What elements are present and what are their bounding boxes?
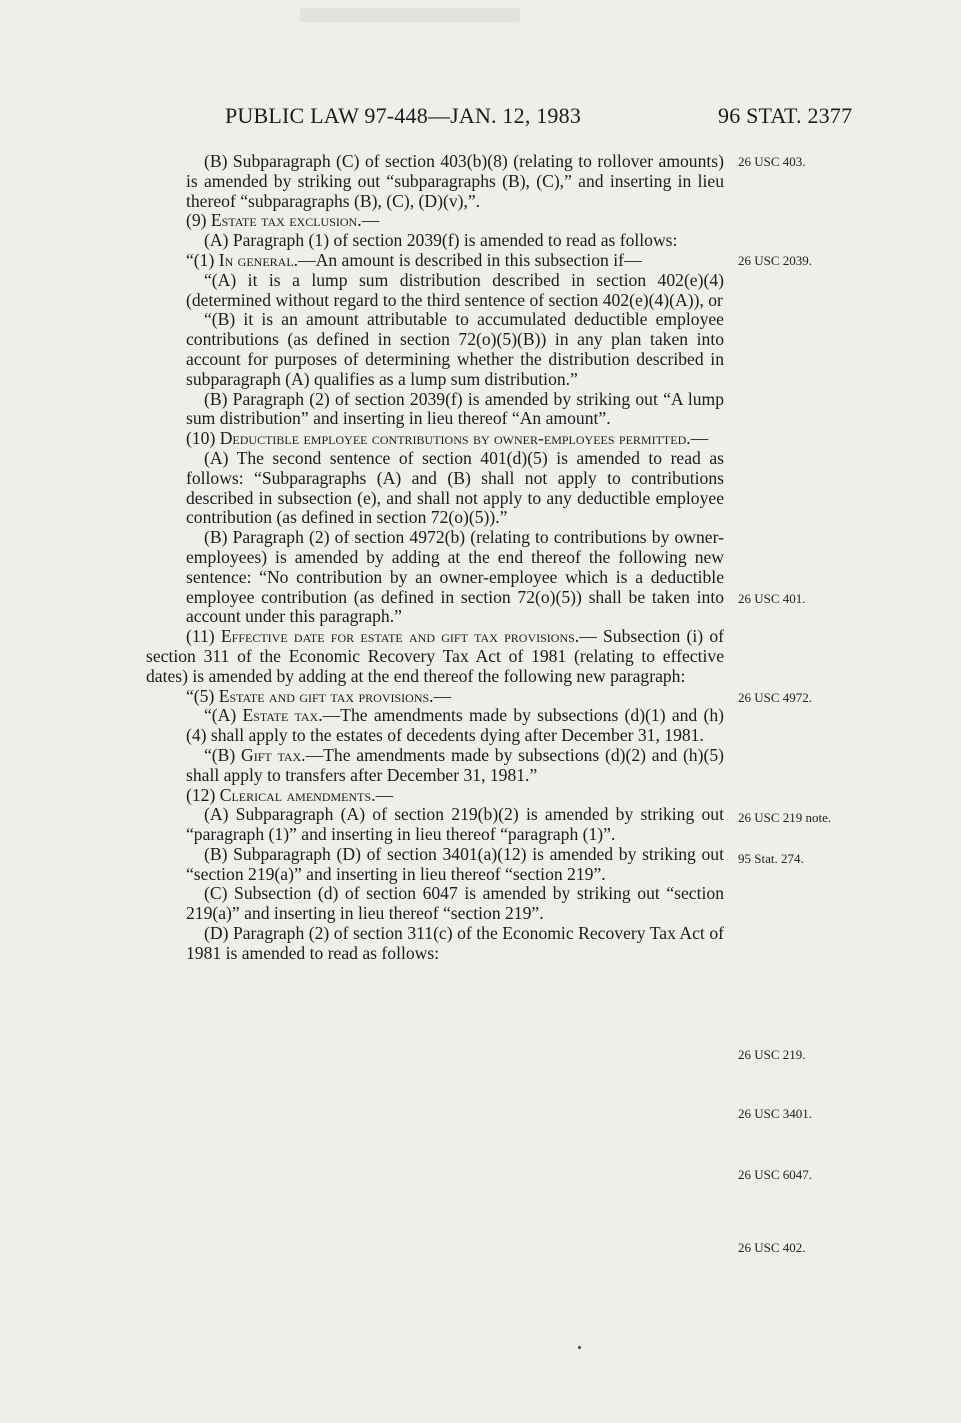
paragraph-10a: (A) The second sentence of section 401(d)(5) is amended to read as follows: “Subparagraphs (A) and (B) shall not apply to contributions described in subsection (e), and shall not apply to any deductible employee contribution (as defined in section 72(o)(5)).”: [186, 447, 724, 528]
heading-deductible-contributions: Deductible employee contributions by owner-employees permitted.—: [219, 428, 709, 449]
heading-estate-tax-exclusion: Estate tax exclusion.—: [210, 210, 380, 231]
bleed-through-mark: [300, 8, 520, 22]
paragraph-11-5-heading: “(5) Estate and gift tax provisions.—: [186, 685, 452, 706]
paragraph-11: (11) Effective date for estate and gift tax provisions.— Subsection (i) of section 311 of the Economic Recovery Tax Act of 1981 (relating to effective dates) is amended by adding at the end thereof the following new paragraph:: [146, 626, 724, 686]
paragraph-9a-1-a: “(A) it is a lump sum distribution described in section 402(e)(4) (determined without regard to the third sentence of section 402(e)(4)(A)), or: [186, 269, 724, 310]
paragraph-12-heading: (12) Clerical amendments.—: [186, 784, 394, 805]
paragraph-11-5-b: “(B) Gift tax.—The amendments made by subsections (d)(2) and (h)(5) shall apply to transfers after December 31, 1981.”: [186, 744, 724, 785]
margin-note: 26 USC 219 note.: [738, 810, 832, 825]
body-text: [146, 152, 724, 964]
page-header: [0, 103, 961, 135]
speck-mark: [578, 1346, 581, 1349]
heading-clerical-amendments: Clerical amendments.—: [219, 784, 394, 805]
heading-estate-gift-provisions: Estate and gift tax provisions.—: [218, 685, 452, 706]
margin-note: 95 Stat. 274.: [738, 851, 804, 866]
paragraph-8b: (B) Subparagraph (C) of section 403(b)(8) (relating to rollover amounts) is amended by striking out “subparagraphs (B), (C),” and inserting in lieu thereof “subparagraphs (B), (C), (D)(v),”.: [186, 151, 724, 211]
paragraph-10-heading: (10) Deductible employee contributions by owner-employees permitted.—: [186, 428, 709, 449]
margin-note: 26 USC 219.: [738, 1047, 806, 1062]
margin-note: 26 USC 401.: [738, 591, 806, 606]
paragraph-11-5-a: “(A) Estate tax.—The amendments made by subsections (d)(1) and (h)(4) shall apply to the estates of decedents dying after December 31, 1981.: [186, 705, 724, 746]
margin-note: 26 USC 4972.: [738, 690, 813, 705]
law-title: PUBLIC LAW 97-448—JAN. 12, 1983: [225, 103, 582, 128]
margin-note: 26 USC 2039.: [738, 253, 813, 268]
heading-effective-date: Effective date for estate and gift tax provisions.: [220, 626, 580, 647]
heading-gift-tax: Gift tax.: [241, 744, 306, 765]
heading-estate-tax: Estate tax.: [242, 705, 323, 726]
paragraph-9b: (B) Paragraph (2) of section 2039(f) is amended by striking out “A lump sum distribution” and inserting in lieu thereof “An amount”.: [186, 388, 724, 429]
paragraph-10b: (B) Paragraph (2) of section 4972(b) (relating to contributions by owner-employees) is amended by adding at the end thereof the following new sentence: “No contribution by an owner-employee which is a deductible employee contribution (as defined in section 72(o)(5)) shall be taken into account under this paragraph.”: [186, 527, 724, 627]
paragraph-12b: (B) Subparagraph (D) of section 3401(a)(12) is amended by striking out “section 219(a)” and inserting in lieu thereof “section 219”.: [186, 843, 724, 884]
heading-in-general: In general.: [218, 249, 299, 270]
paragraph-9a-1-b: “(B) it is an amount attributable to accumulated deductible employee contributions (as defined in section 72(o)(5)(B)) in any plan taken into account for purposes of determining whether the distribution described in subparagraph (A) qualifies as a lump sum distribution.”: [186, 309, 724, 389]
margin-note: 26 USC 3401.: [738, 1106, 813, 1121]
paragraph-9a-1: “(1) In general.—An amount is described in this subsection if—: [186, 249, 642, 270]
paragraph-12a: (A) Subparagraph (A) of section 219(b)(2) is amended by striking out “paragraph (1)” and inserting in lieu thereof “paragraph (1)”.: [186, 804, 724, 845]
margin-note: 26 USC 402.: [738, 1240, 806, 1255]
margin-note: 26 USC 6047.: [738, 1167, 813, 1182]
paragraph-9a: (A) Paragraph (1) of section 2039(f) is amended to read as follows:: [204, 230, 678, 251]
paragraph-12c: (C) Subsection (d) of section 6047 is amended by striking out “section 219(a)” and inserting in lieu thereof “section 219”.: [186, 883, 724, 924]
margin-note: 26 USC 403.: [738, 154, 806, 169]
paragraph-12d: (D) Paragraph (2) of section 311(c) of the Economic Recovery Tax Act of 1981 is amended to read as follows:: [186, 923, 724, 963]
paragraph-9-heading: (9) Estate tax exclusion.—: [186, 210, 380, 231]
statute-page-number: 96 STAT. 2377: [718, 103, 853, 128]
